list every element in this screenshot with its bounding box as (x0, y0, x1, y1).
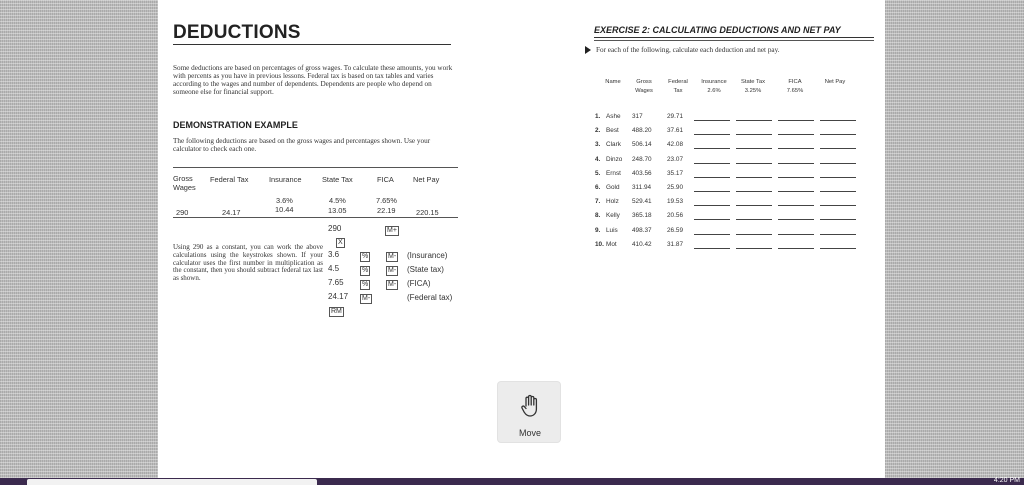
answer-blank-fica (778, 148, 814, 149)
exercise-instruction (585, 46, 780, 54)
demo-rule-bottom (173, 217, 458, 218)
row-name: Mot (606, 240, 617, 248)
answer-blank-insurance (694, 248, 730, 249)
row-name: Ashe (606, 113, 621, 120)
row-name: Clark (606, 141, 621, 149)
answer-blank-net-pay (820, 177, 856, 178)
exercise-row (595, 170, 895, 180)
answer-blank-state-tax (736, 234, 772, 235)
triangle-bullet-icon (585, 46, 591, 54)
row-gross-wages: 506.14 (632, 141, 652, 149)
row-gross-wages: 365.18 (632, 212, 652, 220)
answer-blank-state-tax (736, 177, 772, 178)
answer-blank-fica (778, 219, 814, 220)
exercise-row (595, 227, 895, 237)
document-page (158, 0, 885, 478)
keystroke-note: (State tax) (407, 265, 444, 274)
exercise-row (595, 141, 895, 151)
answer-blank-net-pay (820, 148, 856, 149)
keystroke-start: 290 (328, 224, 342, 233)
keystroke-number: 4.5 (328, 264, 340, 273)
answer-blank-state-tax (736, 191, 772, 192)
answer-blank-fica (778, 248, 814, 249)
answer-blank-net-pay (820, 163, 856, 164)
col-header-insurance: Insurance 2.6% (701, 79, 727, 94)
hand-icon (520, 394, 540, 418)
demo-pct-state: 4.5% (329, 196, 346, 205)
row-federal-tax: 29.71 (667, 113, 683, 120)
demo-paragraph: The following deductions are based on the gross wages and percentages shown. Use your calculator to check each one. (173, 137, 431, 153)
keystroke-federal-note: (Federal tax) (407, 293, 453, 302)
answer-blank-net-pay (820, 134, 856, 135)
row-name: Luis (606, 226, 618, 234)
intro-paragraph: Some deductions are based on percentages of gross wages. To calculate these amounts, you work with percents as you have in previous lessons. Federal tax is based on tax tables and varies according to the wages and number of dependents. Dependents are people who depend on someone else for financial support. (173, 64, 453, 96)
row-number: 7. (595, 198, 601, 206)
demo-header-gross: Gross Wages (173, 174, 196, 192)
row-gross-wages: 317 (632, 113, 643, 120)
percent-key: % (362, 253, 369, 260)
col-header-name: Name (605, 79, 621, 85)
demo-pct-fica: 7.65% (376, 196, 397, 205)
answer-blank-state-tax (736, 120, 772, 121)
answer-blank-insurance (694, 234, 730, 235)
row-federal-tax: 26.59 (667, 226, 683, 234)
row-gross-wages: 403.56 (632, 169, 652, 177)
exercise-row (595, 113, 895, 123)
answer-blank-insurance (694, 148, 730, 149)
constant-note: Using 290 as a constant, you can work the above calculations using the keystrokes shown. If your calculator uses the first number in multiplication as the constant, then you should subtract federal tax last as shown. (173, 243, 323, 283)
answer-blank-net-pay (820, 120, 856, 121)
row-number: 4. (595, 155, 601, 163)
answer-blank-fica (778, 163, 814, 164)
answer-blank-insurance (694, 205, 730, 206)
right-background-gutter (885, 0, 1024, 478)
exercise-title: EXERCISE 2: CALCULATING DEDUCTIONS AND NET PAY (594, 25, 841, 35)
demo-header-insurance: Insurance (269, 175, 302, 184)
demo-val-insurance: 10.44 (275, 205, 294, 214)
m-minus-key: M- (388, 281, 397, 288)
answer-blank-state-tax (736, 248, 772, 249)
answer-blank-insurance (694, 120, 730, 121)
demo-val-state: 13.05 (328, 206, 347, 215)
row-federal-tax: 31.87 (667, 240, 683, 248)
exercise-row (595, 156, 895, 166)
title-rule (173, 44, 451, 45)
exercise-rule (594, 37, 874, 38)
taskbar-clock: 4:20 PM (993, 477, 1020, 484)
row-name: Holz (606, 198, 619, 206)
keystroke-number: 3.6 (328, 250, 340, 259)
m-minus-key: M- (388, 253, 397, 260)
answer-blank-fica (778, 234, 814, 235)
row-name: Best (606, 127, 619, 135)
move-tool-label: Move (518, 428, 541, 438)
row-number: 10. (595, 240, 604, 248)
demo-val-net: 220.15 (416, 208, 439, 217)
row-number: 2. (595, 127, 601, 135)
keystroke-row (328, 250, 339, 259)
exercise-rule-thin (594, 40, 874, 41)
row-federal-tax: 35.17 (667, 169, 683, 177)
col-header-state: State Tax 3.25% (740, 79, 766, 94)
row-gross-wages: 488.20 (632, 127, 652, 135)
answer-blank-fica (778, 205, 814, 206)
move-tool-button[interactable] (497, 381, 561, 443)
percent-key: % (362, 281, 369, 288)
times-key: X (338, 239, 343, 246)
col-header-fica: FICA 7.65% (786, 79, 804, 94)
keystroke-number: 7.65 (328, 278, 344, 287)
demo-val-gross: 290 (176, 208, 189, 217)
col-header-federal: Federal Tax (668, 79, 688, 94)
answer-blank-fica (778, 191, 814, 192)
answer-blank-state-tax (736, 205, 772, 206)
row-name: Dinzo (606, 155, 623, 163)
answer-blank-net-pay (820, 205, 856, 206)
demo-header-net: Net Pay (413, 175, 440, 184)
demo-pct-insurance: 3.6% (276, 196, 293, 205)
row-number: 6. (595, 184, 601, 191)
row-federal-tax: 23.07 (667, 155, 683, 163)
row-number: 8. (595, 212, 601, 220)
row-number: 3. (595, 141, 601, 149)
left-background-gutter (0, 0, 158, 478)
answer-blank-state-tax (736, 148, 772, 149)
keystroke-federal-number: 24.17 (328, 292, 349, 301)
recall-memory-key: RM (331, 308, 342, 315)
exercise-row (595, 127, 895, 137)
demo-val-federal: 24.17 (222, 208, 241, 217)
demo-header-fica: FICA (377, 175, 394, 184)
demo-heading: DEMONSTRATION EXAMPLE (173, 120, 298, 130)
taskbar-search-box[interactable] (27, 479, 317, 485)
answer-blank-net-pay (820, 248, 856, 249)
row-gross-wages: 248.70 (632, 155, 652, 163)
answer-blank-insurance (694, 177, 730, 178)
row-federal-tax: 19.53 (667, 198, 683, 206)
col-header-net: Net Pay (824, 79, 846, 85)
col-header-gross: Gross Wages (635, 79, 653, 94)
m-minus-key: M- (362, 295, 371, 302)
row-gross-wages: 311.94 (632, 184, 652, 191)
row-number: 9. (595, 226, 601, 234)
demo-header-state: State Tax (322, 175, 353, 184)
m-plus-key: M+ (387, 227, 397, 234)
row-name: Ernst (606, 169, 621, 177)
keystroke-note: (Insurance) (407, 251, 448, 260)
row-gross-wages: 529.41 (632, 198, 652, 206)
row-gross-wages: 410.42 (632, 240, 652, 248)
answer-blank-net-pay (820, 219, 856, 220)
answer-blank-insurance (694, 191, 730, 192)
row-name: Kelly (606, 212, 620, 220)
exercise-row (595, 241, 895, 251)
instruction-text: For each of the following, calculate each deduction and net pay. (596, 46, 780, 54)
exercise-row (595, 212, 895, 222)
answer-blank-state-tax (736, 134, 772, 135)
row-gross-wages: 498.37 (632, 226, 652, 234)
answer-blank-fica (778, 177, 814, 178)
answer-blank-net-pay (820, 234, 856, 235)
answer-blank-state-tax (736, 163, 772, 164)
answer-blank-state-tax (736, 219, 772, 220)
answer-blank-net-pay (820, 191, 856, 192)
row-number: 1. (595, 113, 601, 120)
demo-val-fica: 22.19 (377, 206, 396, 215)
row-federal-tax: 37.61 (667, 127, 683, 135)
answer-blank-insurance (694, 219, 730, 220)
answer-blank-fica (778, 120, 814, 121)
answer-blank-fica (778, 134, 814, 135)
keystroke-note: (FICA) (407, 279, 431, 288)
percent-key: % (362, 267, 369, 274)
exercise-row (595, 184, 895, 194)
exercise-row (595, 198, 895, 208)
row-federal-tax: 42.08 (667, 141, 683, 149)
answer-blank-insurance (694, 163, 730, 164)
m-minus-key: M- (388, 267, 397, 274)
row-number: 5. (595, 169, 601, 177)
row-federal-tax: 25.90 (667, 184, 683, 191)
row-name: Gold (606, 184, 620, 191)
answer-blank-insurance (694, 134, 730, 135)
row-federal-tax: 20.56 (667, 212, 683, 220)
demo-rule-top (173, 167, 458, 168)
demo-header-federal: Federal Tax (210, 175, 249, 184)
page-title: DEDUCTIONS (173, 22, 301, 43)
